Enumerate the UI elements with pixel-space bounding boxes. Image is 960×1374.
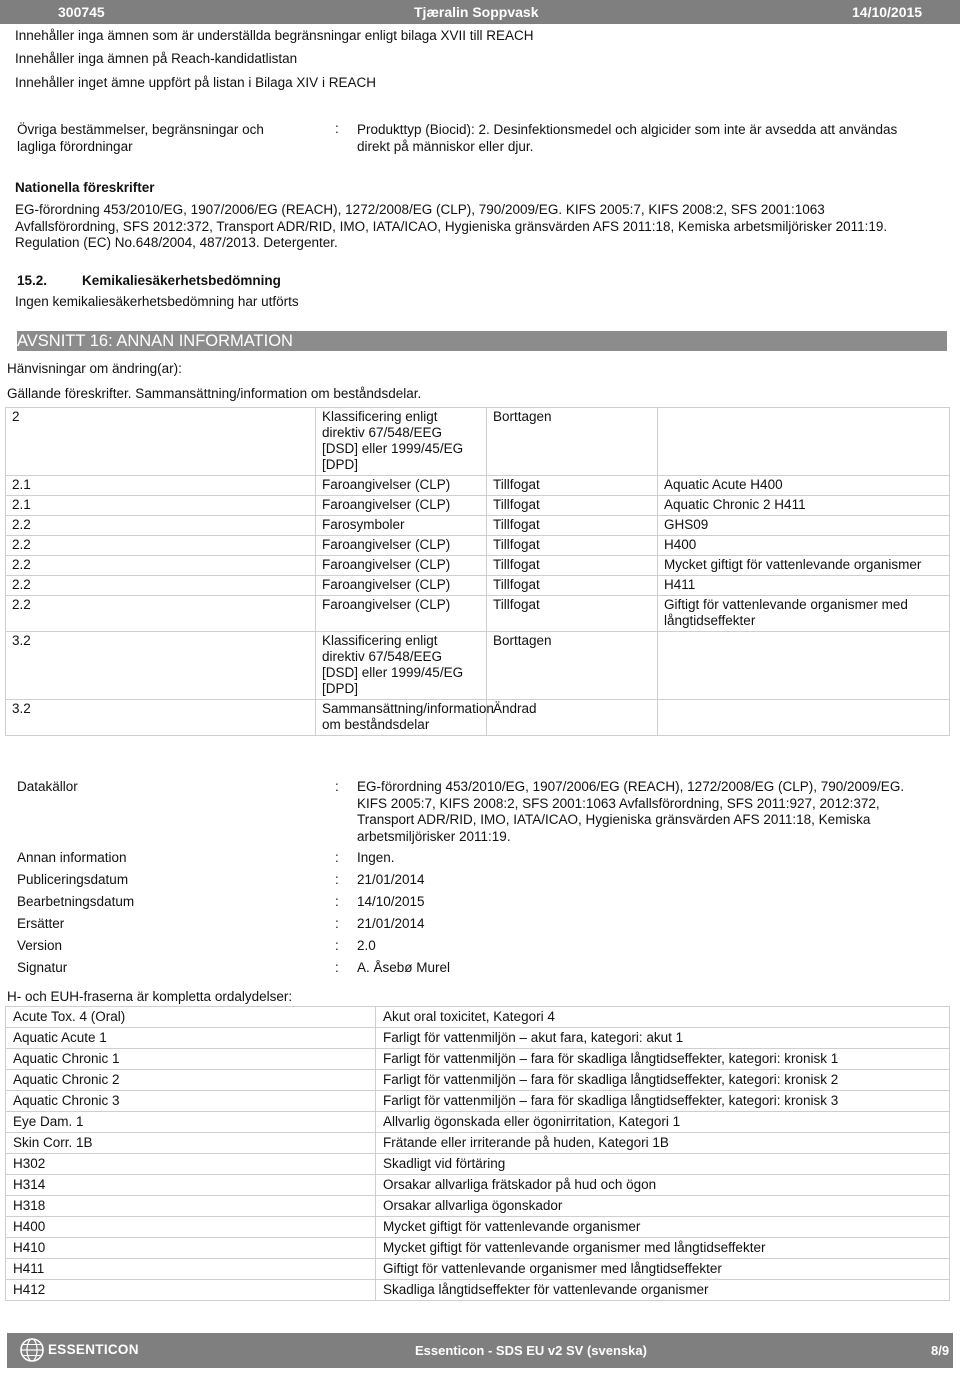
signatur-label: Signatur bbox=[17, 960, 68, 975]
phrase-text: Farligt för vattenmiljön – fara för skadliga långtidseffekter, kategori: kronisk 1 bbox=[376, 1049, 950, 1070]
revision-section: 2.1 bbox=[6, 496, 316, 516]
revision-action: Tillfogat bbox=[487, 496, 658, 516]
table-row bbox=[6, 1238, 950, 1259]
phrase-text: Giftigt för vattenlevande organismer med långtidseffekter bbox=[376, 1259, 950, 1280]
table-row bbox=[6, 1133, 950, 1154]
kv-colon: : bbox=[335, 938, 339, 953]
revision-detail bbox=[658, 408, 950, 476]
phrase-code: H411 bbox=[6, 1259, 376, 1280]
kv-colon: : bbox=[335, 894, 339, 909]
national-text: EG-förordning 453/2010/EG, 1907/2006/EG (REACH), 1272/2008/EG (CLP), 790/2009/EG. KIFS 2005:7, KIFS 2008:2, SFS 2001:1063 Avfallsförordning, SFS 2012:372, Transport ADR/RID, IMO, IATA/ICAO, Hygieniska gränsvärden AFS 2011:18, Kemiska arbetsmiljörisker 2011:19. Regulation (EC) No.648/2004, 487/2013. Detergenter. bbox=[15, 202, 888, 250]
revision-action: Ändrad bbox=[487, 700, 658, 736]
revision-section: 2 bbox=[6, 408, 316, 476]
phrase-text: Farligt för vattenmiljön – fara för skadliga långtidseffekter, kategori: kronisk 2 bbox=[376, 1070, 950, 1091]
revision-section: 2.1 bbox=[6, 476, 316, 496]
table-row bbox=[6, 1028, 950, 1049]
table-row bbox=[6, 700, 950, 736]
annan-info-label: Annan information bbox=[17, 850, 127, 865]
revision-action: Tillfogat bbox=[487, 556, 658, 576]
phrase-code: Aquatic Chronic 2 bbox=[6, 1070, 376, 1091]
national-heading: Nationella föreskrifter bbox=[15, 180, 155, 195]
table-row bbox=[6, 1007, 950, 1028]
revision-section: 2.2 bbox=[6, 596, 316, 632]
table-row bbox=[6, 496, 950, 516]
phrase-code: H314 bbox=[6, 1175, 376, 1196]
revision-detail: GHS09 bbox=[658, 516, 950, 536]
phrase-text: Farligt för vattenmiljön – akut fara, kategori: akut 1 bbox=[376, 1028, 950, 1049]
revision-action: Borttagen bbox=[487, 408, 658, 476]
table-row bbox=[6, 596, 950, 632]
revision-detail: H411 bbox=[658, 576, 950, 596]
table-row bbox=[6, 1049, 950, 1070]
chemical-safety-title: Kemikaliesäkerhetsbedömning bbox=[82, 273, 281, 288]
phrase-text: Skadligt vid förtäring bbox=[376, 1154, 950, 1175]
revision-field: Faroangivelser (CLP) bbox=[316, 536, 487, 556]
table-row bbox=[6, 536, 950, 556]
reach-line: Innehåller inga ämnen på Reach-kandidatlistan bbox=[15, 51, 298, 66]
other-regulations-value: Produkttyp (Biocid): 2. Desinfektionsmedel och algicider som inte är avsedda att användas direkt på människor eller djur. bbox=[357, 122, 898, 154]
phrase-code: H410 bbox=[6, 1238, 376, 1259]
table-row bbox=[6, 476, 950, 496]
table-row bbox=[6, 556, 950, 576]
chemical-safety-number: 15.2. bbox=[17, 273, 48, 288]
revision-action: Tillfogat bbox=[487, 536, 658, 556]
kv-colon: : bbox=[335, 850, 339, 865]
table-row bbox=[6, 576, 950, 596]
ersatter-value: 21/01/2014 bbox=[357, 916, 425, 931]
kv-colon: : bbox=[335, 872, 339, 887]
table-row bbox=[6, 1217, 950, 1238]
other-regulations-label: Övriga bestämmelser, begränsningar och lagliga förordningar bbox=[17, 122, 264, 154]
footer-doc-label: Essenticon - SDS EU v2 SV (svenska) bbox=[415, 1343, 647, 1358]
phrases-heading: H- och EUH-fraserna är kompletta ordalydelser: bbox=[7, 989, 293, 1004]
phrase-text: Orsakar allvarliga frätskador på hud och ögon bbox=[376, 1175, 950, 1196]
datakallor-value: EG-förordning 453/2010/EG, 1907/2006/EG (REACH), 1272/2008/EG (CLP), 790/2009/EG. KIFS 2005:7, KIFS 2008:2, SFS 2001:1063 Avfallsförordning, SFS 2011:927, 2012:372, Transport ADR/RID, IMO, IATA/ICAO, Hygieniska gränsvärden AFS 2011:18, Kemiska arbetsmiljörisker 2011:19. bbox=[357, 779, 905, 844]
revision-field: Klassificering enligt direktiv 67/548/EEG [DSD] eller 1999/45/EG [DPD] bbox=[316, 632, 487, 700]
changes-text: Gällande föreskrifter. Sammansättning/information om beståndsdelar. bbox=[7, 386, 422, 401]
revision-section: 2.2 bbox=[6, 556, 316, 576]
phrase-code: Skin Corr. 1B bbox=[6, 1133, 376, 1154]
revision-field: Klassificering enligt direktiv 67/548/EEG [DSD] eller 1999/45/EG [DPD] bbox=[316, 408, 487, 476]
revision-detail: Giftigt för vattenlevande organismer med långtidseffekter bbox=[658, 596, 950, 632]
product-code: 300745 bbox=[58, 4, 105, 20]
revision-section: 2.2 bbox=[6, 576, 316, 596]
kv-colon: : bbox=[335, 779, 339, 794]
essenticon-logo bbox=[19, 1337, 153, 1363]
revision-section: 2.2 bbox=[6, 536, 316, 556]
product-name: Tjæralin Soppvask bbox=[414, 4, 539, 20]
revision-table bbox=[5, 407, 950, 736]
table-row bbox=[6, 1112, 950, 1133]
table-row bbox=[6, 1280, 950, 1301]
signatur-value: A. Åsebø Murel bbox=[357, 960, 451, 975]
phrase-code: Aquatic Chronic 1 bbox=[6, 1049, 376, 1070]
revision-field: Farosymboler bbox=[316, 516, 487, 536]
revision-action: Tillfogat bbox=[487, 596, 658, 632]
revision-detail bbox=[658, 632, 950, 700]
phrase-text: Farligt för vattenmiljön – fara för skadliga långtidseffekter, kategori: kronisk 3 bbox=[376, 1091, 950, 1112]
kv-colon: : bbox=[335, 916, 339, 931]
table-row bbox=[6, 1175, 950, 1196]
revision-action: Tillfogat bbox=[487, 516, 658, 536]
version-value: 2.0 bbox=[357, 938, 376, 953]
phrase-code: Aquatic Acute 1 bbox=[6, 1028, 376, 1049]
page-footer bbox=[7, 1333, 953, 1368]
table-row bbox=[6, 1154, 950, 1175]
revision-detail: Aquatic Acute H400 bbox=[658, 476, 950, 496]
revision-field: Sammansättning/information om beståndsdelar bbox=[316, 700, 487, 736]
table-row bbox=[6, 1070, 950, 1091]
revision-field: Faroangivelser (CLP) bbox=[316, 496, 487, 516]
phrase-text: Allvarlig ögonskada eller ögonirritation, Kategori 1 bbox=[376, 1112, 950, 1133]
revision-section: 2.2 bbox=[6, 516, 316, 536]
revision-field: Faroangivelser (CLP) bbox=[316, 596, 487, 632]
table-row bbox=[6, 408, 950, 476]
header-date: 14/10/2015 bbox=[852, 4, 923, 20]
annan-info-value: Ingen. bbox=[357, 850, 395, 865]
table-row bbox=[6, 516, 950, 536]
phrase-text: Orsakar allvarliga ögonskador bbox=[376, 1196, 950, 1217]
changes-label: Hänvisningar om ändring(ar): bbox=[7, 361, 182, 376]
publiceringsdatum-label: Publiceringsdatum bbox=[17, 872, 129, 887]
reach-line: Innehåller inga ämnen som är underställda begränsningar enligt bilaga XVII till REACH bbox=[15, 28, 534, 43]
section-16-header bbox=[17, 331, 947, 351]
ersatter-label: Ersätter bbox=[17, 916, 65, 931]
phrase-text: Skadliga långtidseffekter för vattenlevande organismer bbox=[376, 1280, 950, 1301]
reach-line: Innehåller inget ämne uppfört på listan i Bilaga XIV i REACH bbox=[15, 75, 376, 90]
phrase-text: Mycket giftigt för vattenlevande organismer med långtidseffekter bbox=[376, 1238, 950, 1259]
revision-section: 3.2 bbox=[6, 632, 316, 700]
table-row bbox=[6, 1196, 950, 1217]
logo-text: ESSENTICON bbox=[48, 1342, 139, 1357]
phrase-code: H318 bbox=[6, 1196, 376, 1217]
bearbetningsdatum-value: 14/10/2015 bbox=[357, 894, 425, 909]
page-number: 8/9 bbox=[931, 1343, 950, 1358]
revision-field: Faroangivelser (CLP) bbox=[316, 576, 487, 596]
revision-section: 3.2 bbox=[6, 700, 316, 736]
revision-detail: H400 bbox=[658, 536, 950, 556]
phrase-code: H400 bbox=[6, 1217, 376, 1238]
bearbetningsdatum-label: Bearbetningsdatum bbox=[17, 894, 135, 909]
phrase-code: Eye Dam. 1 bbox=[6, 1112, 376, 1133]
phrase-code: H412 bbox=[6, 1280, 376, 1301]
section-16-title: AVSNITT 16: ANNAN INFORMATION bbox=[17, 332, 293, 350]
phrases-table bbox=[5, 1006, 950, 1301]
revision-detail bbox=[658, 700, 950, 736]
phrase-code: Acute Tox. 4 (Oral) bbox=[6, 1007, 376, 1028]
revision-field: Faroangivelser (CLP) bbox=[316, 476, 487, 496]
page-header bbox=[0, 0, 960, 24]
phrase-text: Mycket giftigt för vattenlevande organismer bbox=[376, 1217, 950, 1238]
phrase-code: Aquatic Chronic 3 bbox=[6, 1091, 376, 1112]
table-row bbox=[6, 1259, 950, 1280]
table-row bbox=[6, 632, 950, 700]
revision-action: Borttagen bbox=[487, 632, 658, 700]
phrase-text: Akut oral toxicitet, Kategori 4 bbox=[376, 1007, 950, 1028]
phrase-code: H302 bbox=[6, 1154, 376, 1175]
revision-field: Faroangivelser (CLP) bbox=[316, 556, 487, 576]
revision-detail: Aquatic Chronic 2 H411 bbox=[658, 496, 950, 516]
other-regulations-colon: : bbox=[335, 121, 339, 136]
kv-colon: : bbox=[335, 960, 339, 975]
chemical-safety-text: Ingen kemikaliesäkerhetsbedömning har utförts bbox=[15, 294, 299, 309]
version-label: Version bbox=[17, 938, 63, 953]
table-row bbox=[6, 1091, 950, 1112]
publiceringsdatum-value: 21/01/2014 bbox=[357, 872, 425, 887]
revision-action: Tillfogat bbox=[487, 476, 658, 496]
phrase-text: Frätande eller irriterande på huden, Kategori 1B bbox=[376, 1133, 950, 1154]
revision-action: Tillfogat bbox=[487, 576, 658, 596]
revision-detail: Mycket giftigt för vattenlevande organismer bbox=[658, 556, 950, 576]
datakallor-label: Datakällor bbox=[17, 779, 78, 794]
